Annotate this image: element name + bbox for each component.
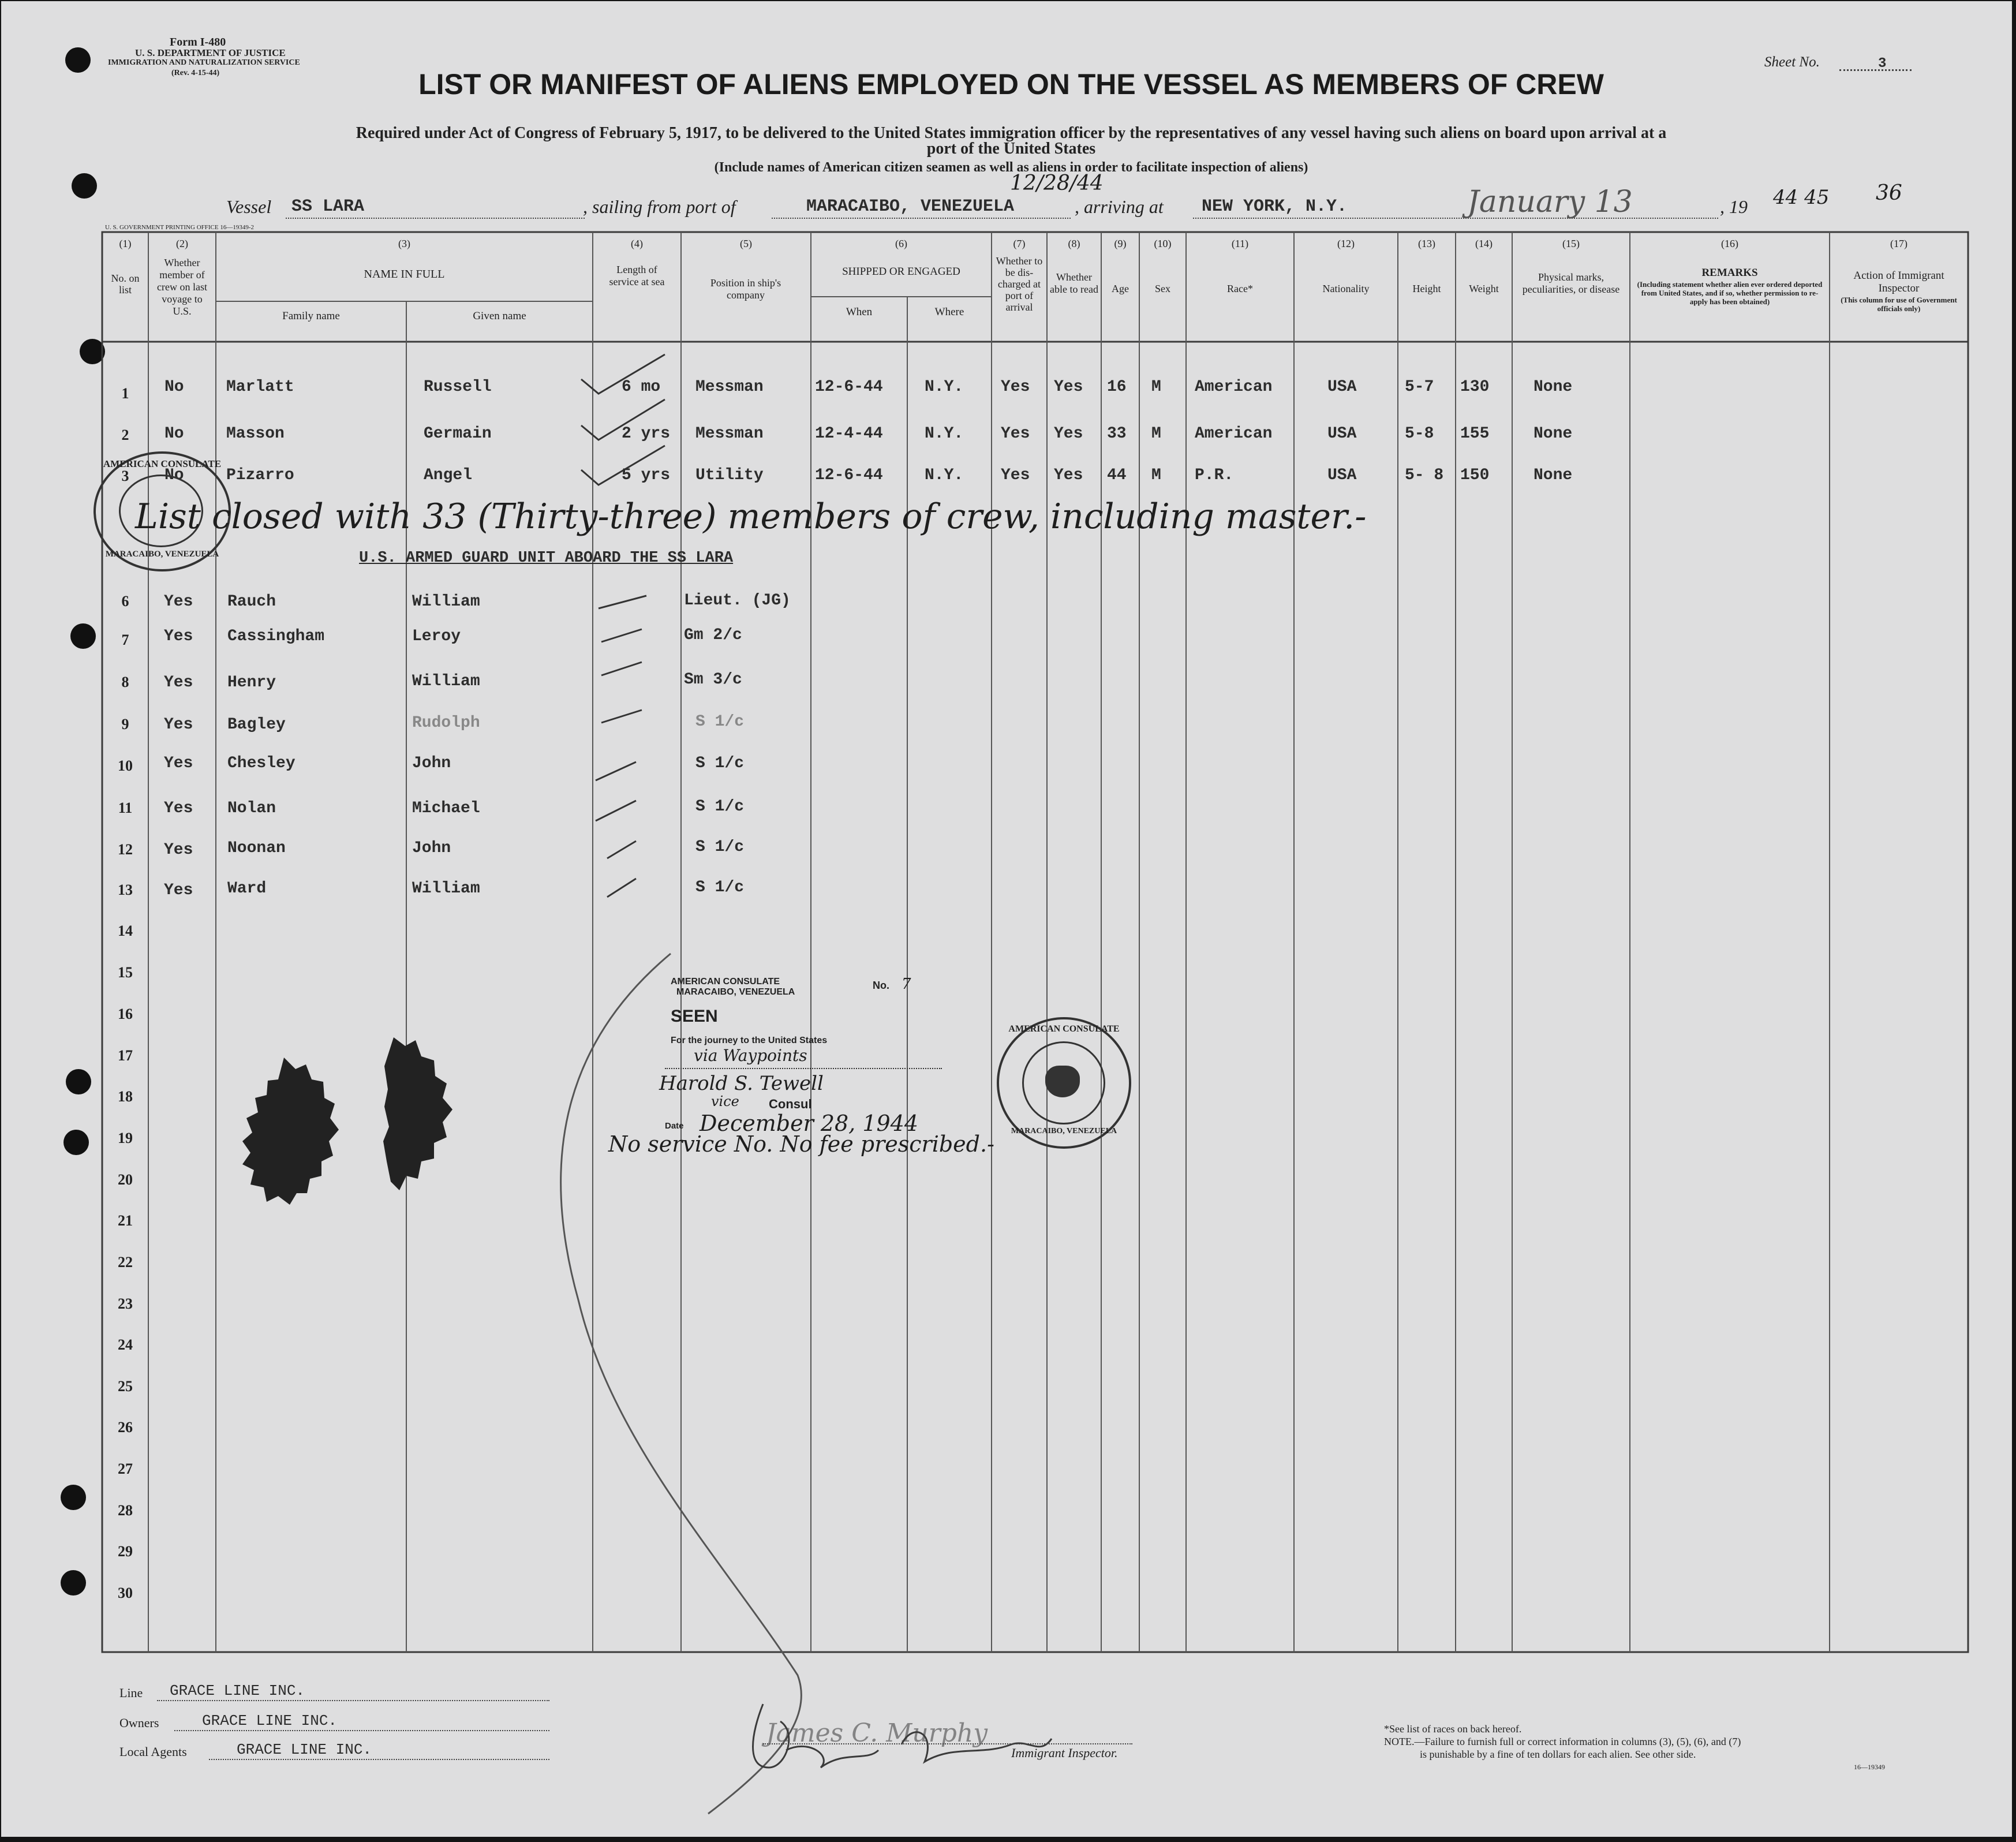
col-16-subheader: (Including statement whether alien ever ordered deported from United States, and if so, whether permission to re-apply has been obtained) — [1637, 280, 1823, 306]
height: 5-7 — [1405, 378, 1434, 396]
given-name: William — [412, 672, 480, 690]
col-8-header: Whether able to read — [1050, 271, 1098, 295]
vice-label: vice — [711, 1093, 739, 1109]
given-name: John — [412, 839, 451, 857]
col-12-header: Nationality — [1322, 283, 1370, 294]
nationality: USA — [1327, 466, 1357, 484]
col-16-number: (16) — [1721, 238, 1738, 249]
col-15-header: Physical marks, peculiarities, or disease — [1522, 271, 1620, 295]
agents-label: Local Agents — [119, 1744, 187, 1759]
owners-underline — [174, 1730, 549, 1731]
family-name: Chesley — [227, 754, 296, 772]
family-name: Nolan — [227, 799, 276, 817]
via-waypoints: via Waypoints — [694, 1046, 807, 1065]
manifest-subtitle: Required under Act of Congress of February 5, 1917, to be delivered to the United States immigration officer by the representatives of any vessel having such aliens on board upon arrival at a — [356, 124, 1667, 142]
col-6a-header: When — [846, 306, 873, 318]
year-value: 44 45 — [1773, 186, 1830, 209]
row-number: 11 — [118, 799, 133, 816]
consul-signature: Harold S. Tewell — [659, 1072, 824, 1095]
last-voyage: Yes — [164, 627, 193, 645]
manifest-sheet — [1, 1, 2012, 1837]
col-6b-header: Where — [934, 306, 964, 318]
col-5-header: Position in ship's company — [710, 277, 781, 301]
vessel-label: Vessel — [226, 196, 272, 217]
col-1-header: No. on list — [111, 272, 140, 296]
row-number: 18 — [118, 1088, 133, 1105]
race: American — [1195, 378, 1273, 396]
nationality: USA — [1327, 425, 1357, 443]
last-voyage: Yes — [164, 593, 193, 611]
row-number: 3 — [121, 468, 129, 484]
given-name: Angel — [424, 466, 473, 484]
last-voyage: Yes — [164, 799, 193, 817]
form-service: IMMIGRATION AND NATURALIZATION SERVICE — [108, 58, 300, 67]
inspector-line — [763, 1743, 1132, 1744]
given-name: Leroy — [412, 627, 461, 645]
consulate-seen-stamp — [653, 977, 953, 1150]
weight: 155 — [1460, 425, 1490, 443]
last-voyage: Yes — [164, 674, 193, 692]
col-10-header: Sex — [1155, 283, 1170, 294]
col-4-number: (4) — [631, 238, 643, 249]
position: S 1/c — [695, 838, 745, 856]
col-17-subheader: (This column for use of Government officials only) — [1841, 296, 1957, 313]
weight: 130 — [1460, 378, 1490, 396]
row-number: 23 — [118, 1295, 133, 1312]
race-footnote: *See list of races on back hereof. — [1384, 1723, 1522, 1735]
list-closed-note: List closed with 33 (Thirty-three) members of crew, including master.- — [135, 496, 1367, 537]
sheet-number-value: 3 — [1878, 56, 1887, 72]
inspector-signature: James C. Murphy — [766, 1718, 988, 1748]
row-number: 10 — [118, 757, 133, 774]
row-number: 1 — [121, 385, 129, 402]
row-number: 21 — [118, 1212, 133, 1229]
seen-label: SEEN — [671, 1007, 718, 1026]
last-voyage: Yes — [164, 881, 193, 899]
consulate-city: MARACAIBO, VENEZUELA — [676, 987, 795, 997]
position: Sm 3/c — [684, 671, 742, 689]
corner-number: 36 — [1876, 181, 1902, 205]
col-4-header: Length of service at sea — [609, 264, 665, 287]
family-name: Cassingham — [227, 627, 325, 645]
arrival-date: January 13 — [1467, 185, 1633, 219]
row-number: 7 — [121, 632, 129, 648]
row-number: 20 — [118, 1171, 133, 1188]
family-name: Henry — [227, 674, 276, 692]
col-14-header: Weight — [1469, 283, 1499, 294]
position: Messman — [695, 378, 764, 396]
given-name: Russell — [424, 378, 492, 396]
row-number: 30 — [118, 1585, 133, 1601]
col-13-header: Height — [1412, 283, 1441, 294]
col-9-header: Age — [1112, 283, 1129, 294]
shipped-when: 12-4-44 — [815, 425, 883, 443]
col-7-number: (7) — [1013, 238, 1026, 249]
sex: M — [1151, 378, 1161, 396]
seal-text: MARACAIBO, VENEZUELA — [1011, 1127, 1117, 1135]
sheet-number-label: Sheet No. — [1764, 54, 1820, 70]
consulate-name: AMERICAN CONSULATE — [671, 977, 780, 987]
service-length: 2 yrs — [622, 425, 671, 443]
col-17-header: Action of Immigrant Inspector — [1853, 270, 1944, 294]
col-3b-header: Given name — [473, 310, 526, 322]
shipped-where: N.Y. — [925, 466, 964, 484]
service-length: 6 mo — [622, 378, 661, 396]
last-voyage: No — [164, 466, 184, 484]
col-6-header: SHIPPED OR ENGAGED — [842, 266, 960, 278]
line-value: GRACE LINE INC. — [170, 1682, 305, 1699]
row-number: 12 — [118, 841, 133, 858]
height: 5- 8 — [1405, 466, 1444, 484]
no-service-note: No service No. No fee prescribed.- — [608, 1131, 994, 1157]
eagle-icon — [1045, 1066, 1080, 1097]
family-name: Ward — [227, 880, 267, 898]
given-name: William — [412, 593, 480, 611]
owners-value: GRACE LINE INC. — [202, 1712, 338, 1729]
col-17-number: (17) — [1890, 238, 1907, 249]
family-name: Rauch — [227, 593, 276, 611]
stamp-number-value: 7 — [902, 976, 911, 993]
printing-office-note: U. S. GOVERNMENT PRINTING OFFICE 16—19349-2 — [105, 224, 255, 231]
form-number: Form I-480 — [170, 36, 226, 48]
shipped-where: N.Y. — [925, 378, 964, 396]
penalty-note-2: is punishable by a fine of ten dollars for each alien. See other side. — [1420, 1748, 1696, 1760]
col-2-header: Whether member of crew on last voyage to U.S. — [157, 257, 207, 317]
last-voyage: Yes — [164, 716, 193, 734]
able-to-read: Yes — [1054, 425, 1083, 443]
row-number: 26 — [118, 1419, 133, 1436]
consulate-seal-right — [997, 1017, 1131, 1149]
seal-text: AMERICAN CONSULATE — [1008, 1024, 1120, 1034]
handwritten-date: 12/28/44 — [1010, 171, 1104, 195]
given-name: Germain — [424, 425, 492, 443]
form-revision: (Rev. 4-15-44) — [171, 69, 220, 77]
discharged: Yes — [1001, 425, 1030, 443]
able-to-read: Yes — [1054, 378, 1083, 396]
position: S 1/c — [695, 798, 745, 816]
last-voyage: Yes — [164, 841, 193, 859]
arrival-port: NEW YORK, N.Y. — [1202, 197, 1348, 216]
shipped-when: 12-6-44 — [815, 378, 883, 396]
physical-marks: None — [1533, 378, 1573, 396]
arriving-label: , arriving at — [1075, 196, 1164, 217]
physical-marks: None — [1533, 425, 1573, 443]
col-12-number: (12) — [1337, 238, 1355, 249]
row-number: 19 — [118, 1130, 133, 1146]
agents-value: GRACE LINE INC. — [237, 1741, 372, 1758]
position: Utility — [695, 466, 764, 484]
col-3-header: NAME IN FULL — [364, 268, 445, 281]
agents-underline — [209, 1759, 549, 1760]
row-number: 15 — [118, 964, 133, 981]
armed-guard-heading: U.S. ARMED GUARD UNIT ABOARD THE SS LARA — [359, 550, 734, 567]
departure-port: MARACAIBO, VENEZUELA — [806, 197, 1015, 216]
row-number: 17 — [118, 1047, 133, 1064]
col-6-number: (6) — [895, 238, 907, 249]
col-8-number: (8) — [1068, 238, 1080, 249]
row-number: 29 — [118, 1543, 133, 1560]
race: P.R. — [1195, 466, 1234, 484]
manifest-subtitle-2: port of the United States — [926, 140, 1096, 158]
last-voyage: Yes — [164, 754, 193, 772]
form-code: 16—19349 — [1854, 1763, 1885, 1771]
row-number: 6 — [121, 593, 129, 610]
sex: M — [1151, 425, 1161, 443]
position: Gm 2/c — [684, 626, 742, 644]
col-13-number: (13) — [1418, 238, 1435, 249]
col-7-header: Whether to be dis-charged at port of arrival — [996, 255, 1043, 313]
col-11-number: (11) — [1231, 238, 1249, 249]
race: American — [1195, 425, 1273, 443]
col-14-number: (14) — [1475, 238, 1493, 249]
shipped-when: 12-6-44 — [815, 466, 883, 484]
col-2-number: (2) — [176, 238, 188, 249]
row-number: 16 — [118, 1006, 133, 1022]
col-1-number: (1) — [119, 238, 132, 249]
family-name: Bagley — [227, 716, 286, 734]
row-number: 9 — [121, 716, 129, 733]
manifest-instructions: (Include names of American citizen seamen as well as aliens in order to facilitate inspection of aliens) — [714, 160, 1308, 175]
family-name: Masson — [226, 425, 285, 443]
given-name: Rudolph — [412, 714, 480, 732]
last-voyage: No — [164, 425, 184, 443]
row-number: 2 — [121, 427, 129, 443]
physical-marks: None — [1533, 466, 1573, 484]
discharged: Yes — [1001, 378, 1030, 396]
stamp-number-label: No. — [873, 980, 889, 991]
form-department: U. S. DEPARTMENT OF JUSTICE — [135, 47, 286, 58]
row-number: 24 — [118, 1336, 133, 1353]
row-number: 13 — [118, 881, 133, 898]
col-5-number: (5) — [740, 238, 752, 249]
row-number: 28 — [118, 1502, 133, 1519]
row-number: 25 — [118, 1378, 133, 1395]
seal-text: AMERICAN CONSULATE — [103, 458, 222, 469]
via-line — [665, 1068, 942, 1069]
given-name: William — [412, 880, 480, 898]
nationality: USA — [1327, 378, 1357, 396]
vessel-name: SS LARA — [291, 197, 365, 216]
col-16-header: REMARKS — [1701, 267, 1758, 279]
consulate-date: December 28, 1944 — [700, 1111, 919, 1136]
date-label: Date — [665, 1121, 684, 1131]
sex: M — [1151, 466, 1161, 484]
col-10-number: (10) — [1154, 238, 1172, 249]
col-3-number: (3) — [398, 238, 410, 249]
sailing-label: , sailing from port of — [583, 196, 736, 217]
col-11-header: Race* — [1227, 283, 1253, 294]
height: 5-8 — [1405, 425, 1434, 443]
col-9-number: (9) — [1114, 238, 1127, 249]
given-name: John — [412, 754, 451, 772]
family-name: Noonan — [227, 839, 286, 857]
consul-label: Consul — [769, 1097, 812, 1111]
journey-text: For the journey to the United States — [671, 1036, 828, 1045]
able-to-read: Yes — [1054, 466, 1083, 484]
weight: 150 — [1460, 466, 1490, 484]
inspector-label: Immigrant Inspector. — [1011, 1746, 1118, 1760]
row-number: 22 — [118, 1254, 133, 1271]
col-15-number: (15) — [1562, 238, 1580, 249]
service-length: 5 yrs — [622, 466, 671, 484]
family-name: Pizarro — [226, 466, 294, 484]
row-number: 8 — [121, 674, 129, 690]
penalty-note: NOTE.—Failure to furnish full or correct information in columns (3), (5), (6), and (7) — [1384, 1736, 1741, 1747]
last-voyage: No — [164, 378, 184, 396]
row-number: 27 — [118, 1460, 133, 1477]
given-name: Michael — [412, 799, 480, 817]
manifest-title: LIST OR MANIFEST OF ALIENS EMPLOYED ON THE VESSEL AS MEMBERS OF CREW — [418, 68, 1604, 100]
position: S 1/c — [695, 754, 745, 772]
position: S 1/c — [695, 713, 745, 731]
owners-label: Owners — [119, 1716, 159, 1730]
position: S 1/c — [695, 879, 745, 896]
col-3a-header: Family name — [282, 310, 340, 322]
position: Lieut. (JG) — [684, 592, 791, 610]
age: 16 — [1107, 378, 1127, 396]
age: 33 — [1107, 425, 1127, 443]
row-number: 14 — [118, 922, 133, 939]
line-underline — [157, 1700, 549, 1701]
position: Messman — [695, 425, 764, 443]
age: 44 — [1107, 466, 1127, 484]
line-label: Line — [119, 1686, 143, 1700]
year-prefix: , 19 — [1720, 196, 1748, 217]
family-name: Marlatt — [226, 378, 294, 396]
shipped-where: N.Y. — [925, 425, 964, 443]
seal-text: MARACAIBO, VENEZUELA — [105, 550, 219, 559]
discharged: Yes — [1001, 466, 1030, 484]
